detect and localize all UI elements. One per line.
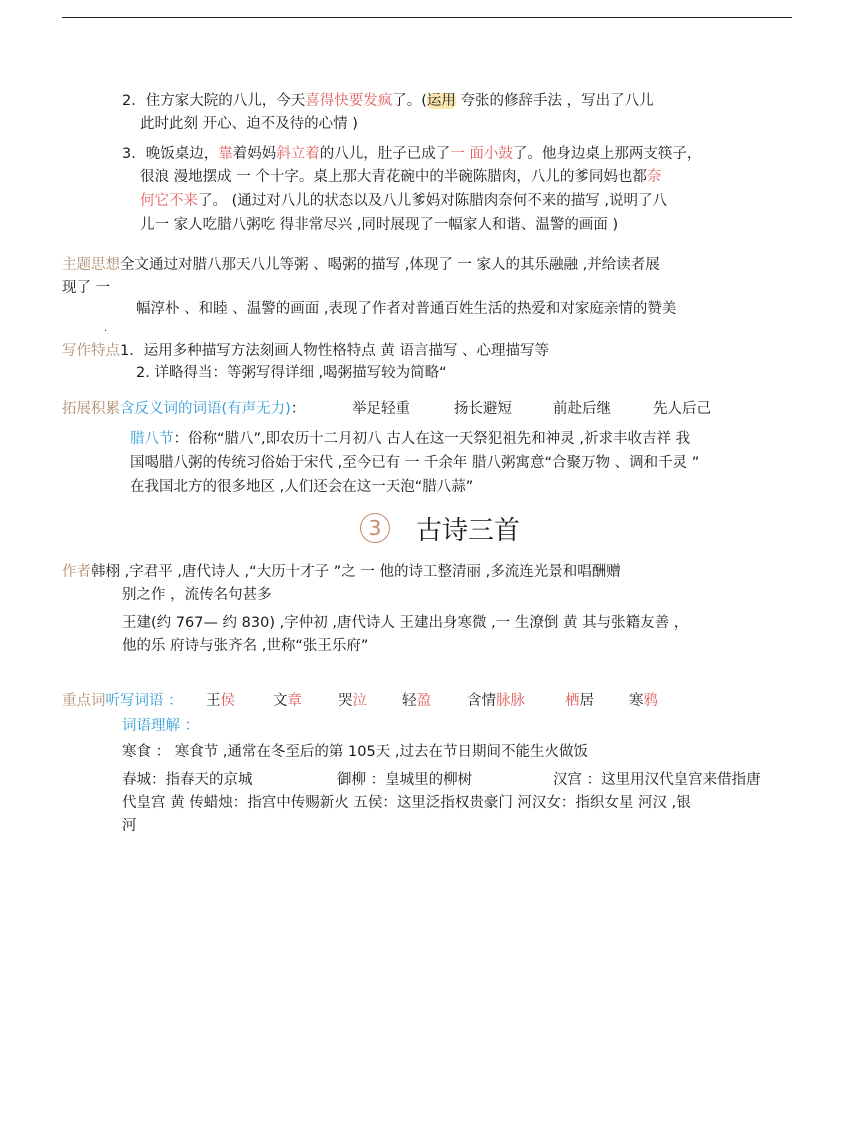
laba-line-3: 在我国北方的很多地区 ,人们还会在这一天泡“腊八蒜” [130, 479, 474, 495]
keywords-line: 重点词听写词语 ： [62, 693, 183, 709]
item-2-line-1: 2．住方家大院的八儿，今天喜得快要发疯了。(运用 夸张的修辞手法 ，写出了八儿 [122, 93, 654, 109]
hanshi-line: 寒食 ： 寒食节 ,通常在冬至后的第 105天 ,过去在节日期间不能生火做饭 [122, 744, 588, 760]
extend-line: 拓展积累含反义词的词语(有声无力)： [62, 401, 306, 417]
theme-line-1: 主题思想全文通过对腊八那天八儿等粥 、喝粥的描写 ,体现了 一 家人的其乐融融 ,并给读者展 [62, 257, 660, 273]
author-line-1: 作者韩栩 ,字君平 ,唐代诗人 ,“大历十才子 ”之 一 他的诗工整清丽 ,多流连光景和唱酬赠 [62, 564, 621, 580]
author-line-3: 王建(约 767— 约 830) ,字仲初 ,唐代诗人 王建出身寒微 ,一 生潦倒 黄 其与张籍友善 ， [122, 615, 689, 631]
author-label: 作者 [62, 564, 91, 580]
theme-line-3: 幅淳朴 、和睦 、温警的画面 ,表现了作者对普通百姓生活的热爱和对家庭亲情的赞美 [136, 301, 677, 317]
writing-label: 写作特点 [62, 343, 120, 359]
section-title-text: 古诗三首 [416, 515, 521, 546]
item-3-line-2: 很浪 漫地摆成 一 个十字。桌上那大青花碗中的半碗陈腊肉，八儿的爹同妈也都奈 [140, 169, 662, 185]
gloss-row-2: 代皇宫 黄 传蜡烛：指宫中传赐新火 五侯：这里泛指权贵豪门 河汉女：指织女星 河汉 ,银 [122, 795, 691, 811]
understand-heading: 词语理解 ： [122, 718, 200, 734]
antonym-word-4: 先人后己 [653, 401, 711, 417]
gloss-row-1b: 御柳 ：皇城里的柳树 [337, 772, 473, 788]
gloss-row-1a: 春城：指春天的京城 [122, 772, 253, 788]
laba-line-1: 腊八节：俗称“腊八”,即农历十二月初八 古人在这一天祭犯祖先和神灵 ,祈求丰收吉祥 我 [130, 431, 691, 447]
item-3-line-4: 儿一 家人吃腊八粥吃 得非常尽兴 ,同时展现了一幅家人和谐、温警的画面 ) [140, 217, 619, 233]
dictation-word-6: 栖居 [565, 693, 594, 709]
laba-label: 腊八节 [130, 431, 174, 447]
dictation-word-3: 哭泣 [338, 693, 367, 709]
author-line-4: 他的乐 府诗与张齐名 ,世称“张王乐府” [122, 638, 369, 654]
antonym-word-1: 举足轻重 [352, 401, 410, 417]
antonym-word-2: 扬长避短 [454, 401, 512, 417]
extend-label: 拓展积累 [62, 401, 120, 417]
laba-line-2: 国喝腊八粥的传统习俗始于宋代 ,至今已有 一 千余年 腊八粥寓意“合聚万物 、调和千灵 ” [130, 455, 700, 471]
top-rule [62, 17, 792, 18]
gloss-row-1c: 汉宫 ：这里用汉代皇宫来借指唐 [553, 772, 761, 788]
dictation-word-5: 含情脉脉 [467, 693, 525, 709]
dictation-word-7: 寒鸦 [629, 693, 658, 709]
theme-label: 主题思想 [62, 257, 120, 273]
circled-number: 3 [360, 513, 390, 543]
author-line-2: 别之作 ，流传名句甚多 [122, 587, 272, 603]
stray-dot: . [104, 323, 108, 334]
dictation-word-4: 轻盈 [402, 693, 431, 709]
gloss-row-3: 河 [122, 818, 137, 834]
writing-line-1: 写作特点1．运用多种描写方法刻画人物性格特点 黄 语言描写 、心理描写等 [62, 343, 550, 359]
item-2-line-2: 此时此刻 开心、迫不及待的心情 ) [140, 116, 358, 132]
theme-line-2: 现了 一 [62, 280, 111, 296]
keywords-label: 重点词 [62, 693, 106, 709]
section-title [360, 508, 520, 548]
antonym-word-3: 前赴后继 [553, 401, 611, 417]
dictation-word-2: 文章 [273, 693, 302, 709]
writing-line-2: 2. 详略得当：等粥写得详细 ,喝粥描写较为简略“ [136, 365, 447, 381]
dictation-word-1: 王侯 [206, 693, 235, 709]
item-3-line-3: 何它不来了。 (通过对八儿的状态以及八儿爹妈对陈腊肉奈何不来的描写 ,说明了八 [140, 193, 667, 209]
item-3-line-1: 3．晚饭桌边，靠着妈妈斜立着的八儿，肚子已成了一 面小鼓了。他身边桌上那两支筷子， [122, 146, 702, 162]
